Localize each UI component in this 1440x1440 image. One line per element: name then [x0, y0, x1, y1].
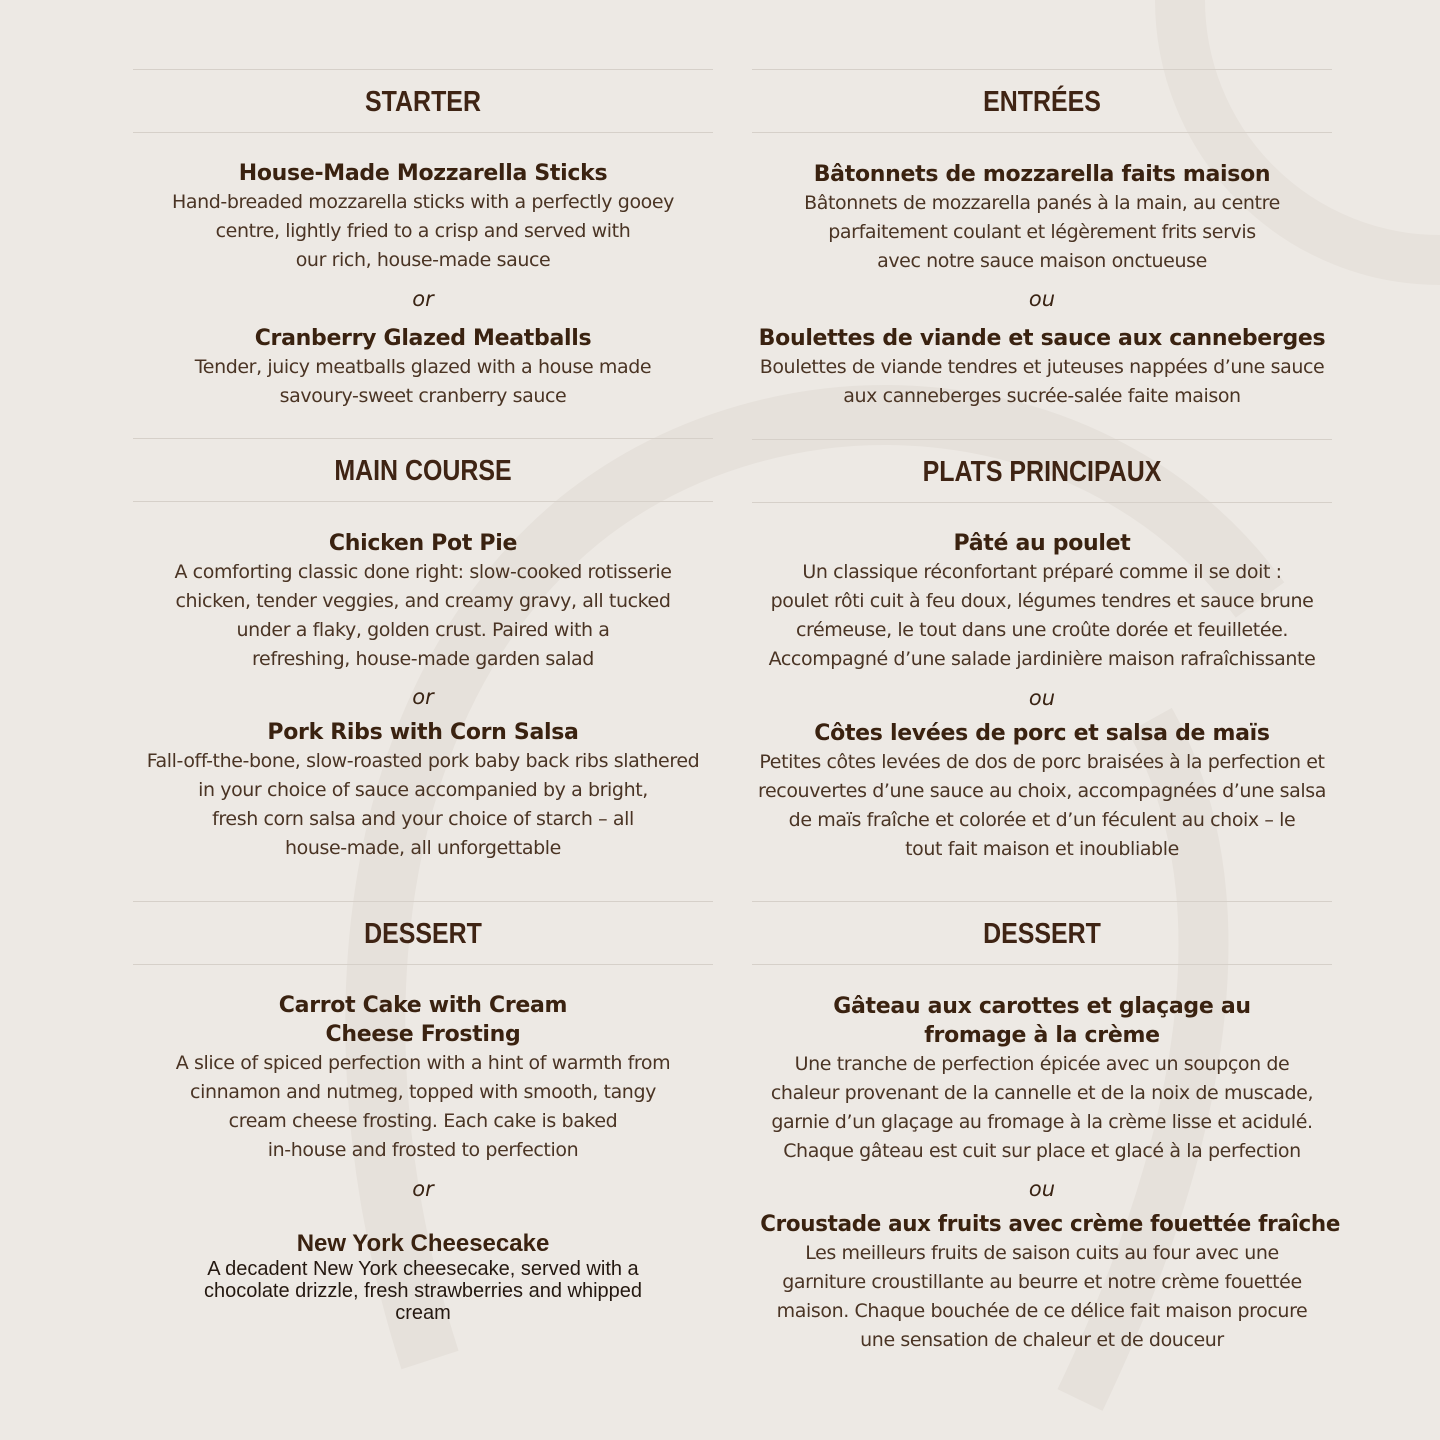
starter-section	[133, 69, 713, 133]
menu-item	[752, 160, 1332, 276]
item-description: Bâtonnets de mozzarella panés à la main, au centre parfaitement coulant et légèrement frits servis avec notre sauce maison onctueuse	[804, 192, 1280, 272]
item-name: Pâté au poulet	[953, 531, 1131, 556]
or-separator: ou	[1028, 287, 1056, 311]
item-description: A decadent New York cheesecake, served with a chocolate drizzle, fresh strawberries and whipped cream	[204, 1258, 642, 1324]
item-description: Petites côtes levées de dos de porc braisées à la perfection et recouvertes d’une sauce au choix, accompagnées d’une salsa de maïs fraîche et colorée et d’un féculent au choix – le tout fait maison et inoubliable	[758, 751, 1326, 860]
item-description: Un classique réconfortant préparé comme il se doit : poulet rôti cuit à feu doux, légumes tendres et sauce brune crémeuse, le tout dans une croûte dorée et feuilletée. Accompagné d’une salade jardinière maison rafraîchissante	[768, 561, 1316, 670]
section-divider	[133, 132, 713, 133]
menu-item	[133, 529, 713, 674]
menu-item	[752, 992, 1332, 1166]
menu-item	[133, 324, 713, 411]
or-separator: ou	[1028, 686, 1056, 710]
menu-item	[752, 1210, 1341, 1355]
item-name: House-Made Mozzarella Sticks	[238, 161, 608, 186]
item-name: Carrot Cake with Cream Cheese Frosting	[278, 993, 568, 1047]
item-description: Hand-breaded mozzarella sticks with a perfectly gooey centre, lightly fried to a crisp and served with our rich, house-made sauce	[171, 191, 675, 271]
item-name: Côtes levées de porc et salsa de maïs	[814, 721, 1270, 746]
section-title: PLATS PRINCIPAUX	[922, 456, 1162, 488]
section-divider	[133, 501, 713, 502]
section-divider	[752, 502, 1332, 503]
menu-item	[752, 529, 1332, 674]
plats-principaux-section	[752, 439, 1332, 503]
item-name: Pork Ribs with Corn Salsa	[267, 720, 579, 745]
item-description: Les meilleurs fruits de saison cuits au four avec une garniture croustillante au beurre et notre crème fouettée maison. Chaque bouchée de ce délice fait maison procure une sensation de chaleur et de douceur	[776, 1242, 1308, 1351]
menu-item	[133, 1229, 713, 1324]
item-description: Fall-off-the-bone, slow-roasted pork baby back ribs slathered in your choice of sauce accompanied by a bright, fresh corn salsa and your choice of starch – all house-made, all unforgettable	[146, 750, 700, 859]
entrees-section	[752, 69, 1332, 133]
item-name: Bâtonnets de mozzarella faits maison	[813, 162, 1271, 187]
menu-item	[133, 718, 713, 863]
or-separator: or	[412, 685, 434, 709]
section-title: MAIN COURSE	[334, 455, 512, 487]
item-name: New York Cheesecake	[296, 1230, 550, 1257]
section-title: ENTRÉES	[983, 86, 1101, 118]
section-divider	[752, 964, 1332, 965]
section-divider	[133, 964, 713, 965]
item-description: Une tranche de perfection épicée avec un soupçon de chaleur provenant de la cannelle et de la noix de muscade, garnie d’un glaçage au fromage à la crème lisse et acidulé. Chaque gâteau est cuit sur place et glacé à la perfection	[770, 1053, 1314, 1162]
item-name: Gâteau aux carottes et glaçage au fromage à la crème	[833, 994, 1251, 1048]
item-name: Cranberry Glazed Meatballs	[254, 326, 592, 351]
item-description: A comforting classic done right: slow-cooked rotisserie chicken, tender veggies, and creamy gravy, all tucked under a flaky, golden crust. Paired with a refreshing, house-made garden salad	[174, 561, 672, 670]
menu-item	[133, 159, 713, 275]
section-divider	[752, 132, 1332, 133]
or-separator: or	[412, 287, 434, 311]
menu-item	[133, 991, 713, 1165]
item-name: Boulettes de viande et sauce aux canneberges	[758, 326, 1326, 351]
main-course-section	[133, 438, 713, 502]
or-separator: ou	[1028, 1177, 1056, 1201]
dessert-section-fr	[752, 901, 1332, 965]
menu-item	[752, 719, 1332, 864]
or-separator: or	[412, 1177, 434, 1201]
item-name: Chicken Pot Pie	[328, 531, 518, 556]
item-description: Tender, juicy meatballs glazed with a house made savoury-sweet cranberry sauce	[194, 356, 652, 407]
dessert-section	[133, 901, 713, 965]
item-description: A slice of spiced perfection with a hint of warmth from cinnamon and nutmeg, topped with smooth, tangy cream cheese frosting. Each cake is baked in-house and frosted to perfection	[175, 1052, 671, 1161]
section-title: DESSERT	[983, 918, 1101, 950]
item-name: Croustade aux fruits avec crème fouettée fraîche	[760, 1212, 1341, 1237]
menu-item	[752, 324, 1332, 411]
item-description: Boulettes de viande tendres et juteuses nappées d’une sauce aux canneberges sucrée-salée faite maison	[759, 356, 1325, 407]
section-title: DESSERT	[364, 918, 482, 950]
section-title: STARTER	[365, 86, 481, 118]
